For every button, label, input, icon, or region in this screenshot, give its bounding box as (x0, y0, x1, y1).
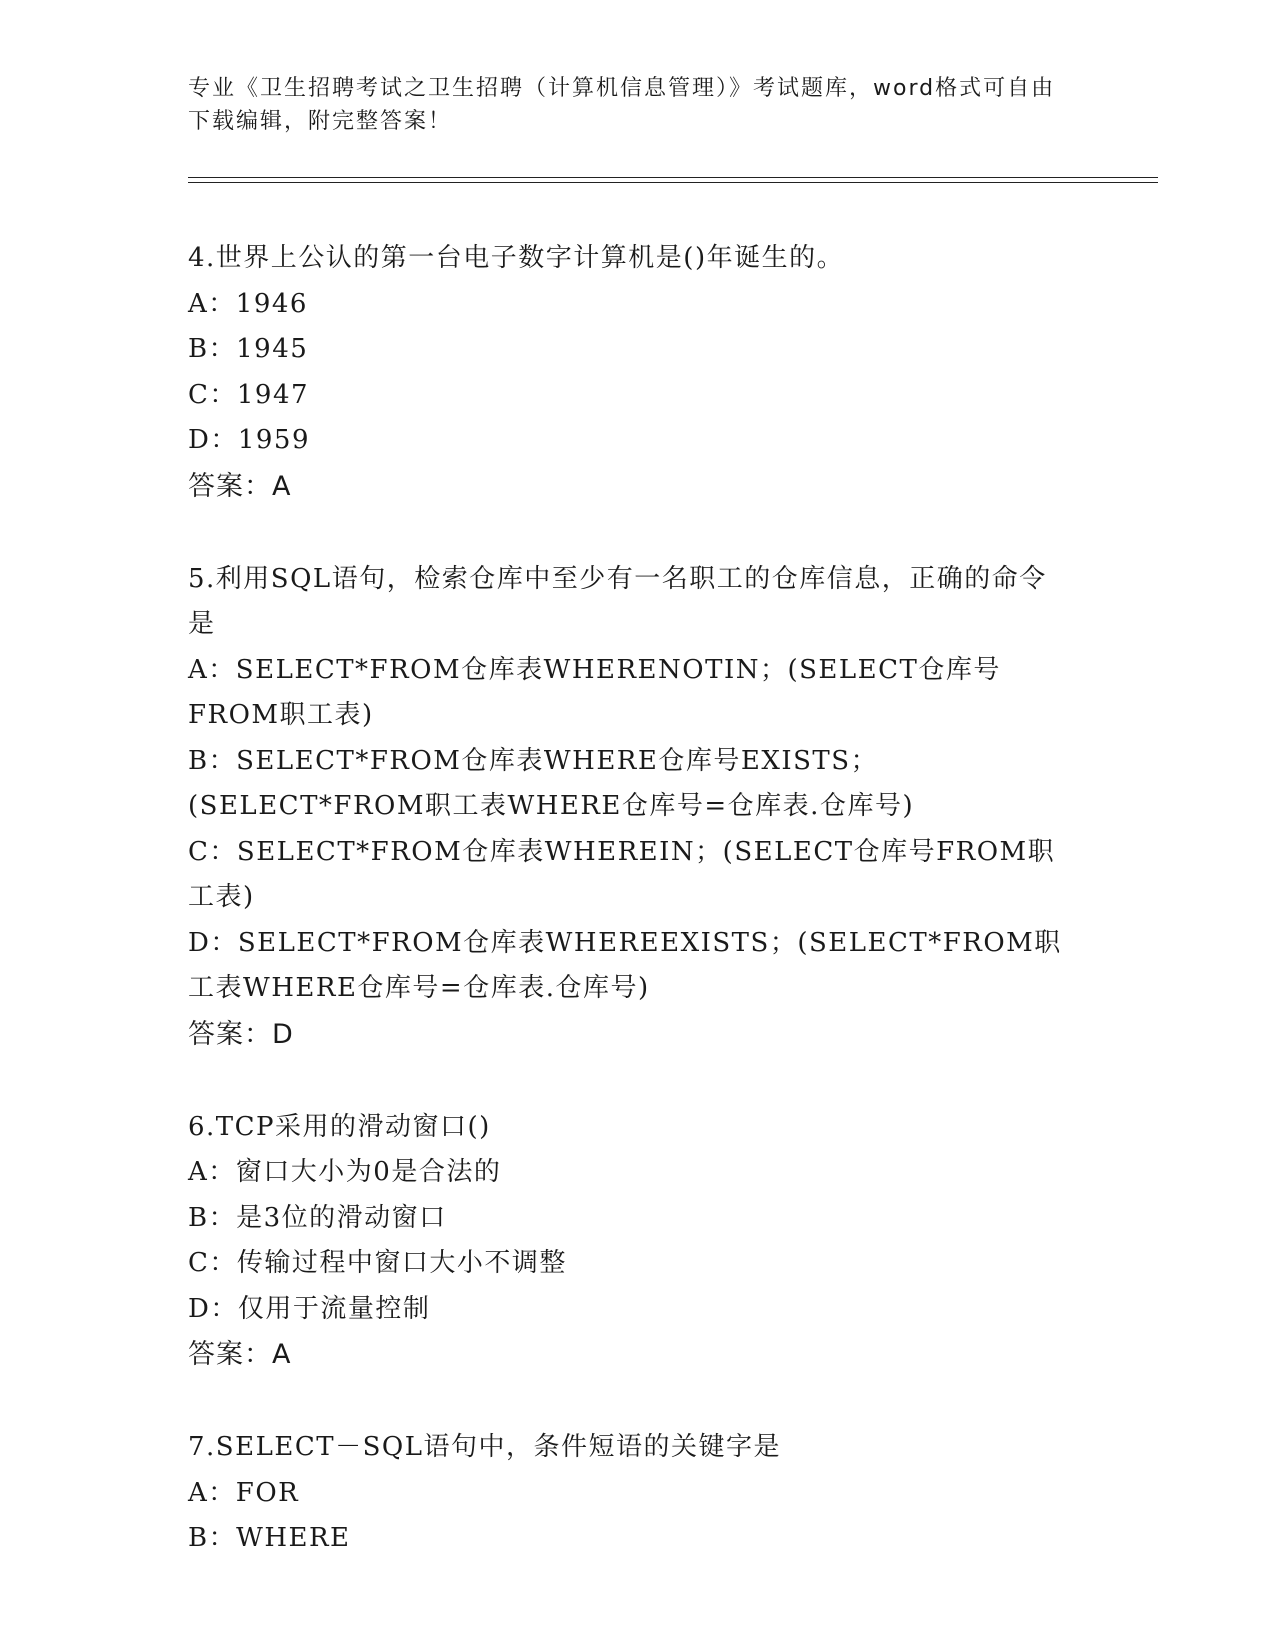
question-stem: 7.SELECT－SQL语句中，条件短语的关键字是 (188, 1432, 781, 1462)
option-c: C：SELECT*FROM仓库表WHEREIN；(SELECT仓库号FROM职工表) (188, 836, 1056, 912)
option-b: B：WHERE (188, 1523, 351, 1553)
question-5 (188, 557, 1068, 1057)
document-header: 专业《卫生招聘考试之卫生招聘（计算机信息管理）》考试题库，word格式可自由下载编辑，附完整答案！ (188, 76, 1056, 134)
question-4 (188, 236, 1068, 509)
option-a: A：1946 (188, 288, 308, 319)
question-stem: 6.TCP采用的滑动窗口() (188, 1111, 491, 1142)
question-7 (188, 1425, 1068, 1562)
option-a: A：SELECT*FROM仓库表WHERENOTIN；(SELECT仓库号FROM职工表) (188, 654, 1001, 730)
question-6 (188, 1105, 1068, 1378)
answer-line: 答案：A (188, 470, 292, 502)
question-stem: 4.世界上公认的第一台电子数字计算机是()年诞生的。 (188, 243, 845, 273)
option-d: D：SELECT*FROM仓库表WHEREEXISTS；(SELECT*FROM职工表WHERE仓库号=仓库表.仓库号) (188, 927, 1062, 1003)
answer-line: 答案：D (188, 1018, 294, 1050)
option-b: B：1945 (188, 334, 309, 364)
header-divider (188, 177, 1158, 183)
option-a: A：窗口大小为0是合法的 (188, 1157, 502, 1187)
option-c: C：1947 (188, 379, 310, 410)
option-d: D：仅用于流量控制 (188, 1293, 431, 1324)
question-stem: 5.利用SQL语句，检索仓库中至少有一名职工的仓库信息，正确的命令是 (188, 563, 1047, 639)
question-list (188, 236, 1068, 1610)
option-a: A：FOR (188, 1477, 300, 1508)
answer-line: 答案：A (188, 1339, 292, 1370)
option-d: D：1959 (188, 425, 311, 455)
option-c: C：传输过程中窗口大小不调整 (188, 1248, 567, 1278)
option-b: B：SELECT*FROM仓库表WHERE仓库号EXISTS；(SELECT*FROM职工表WHERE仓库号=仓库表.仓库号) (188, 745, 915, 821)
option-b: B：是3位的滑动窗口 (188, 1202, 447, 1233)
